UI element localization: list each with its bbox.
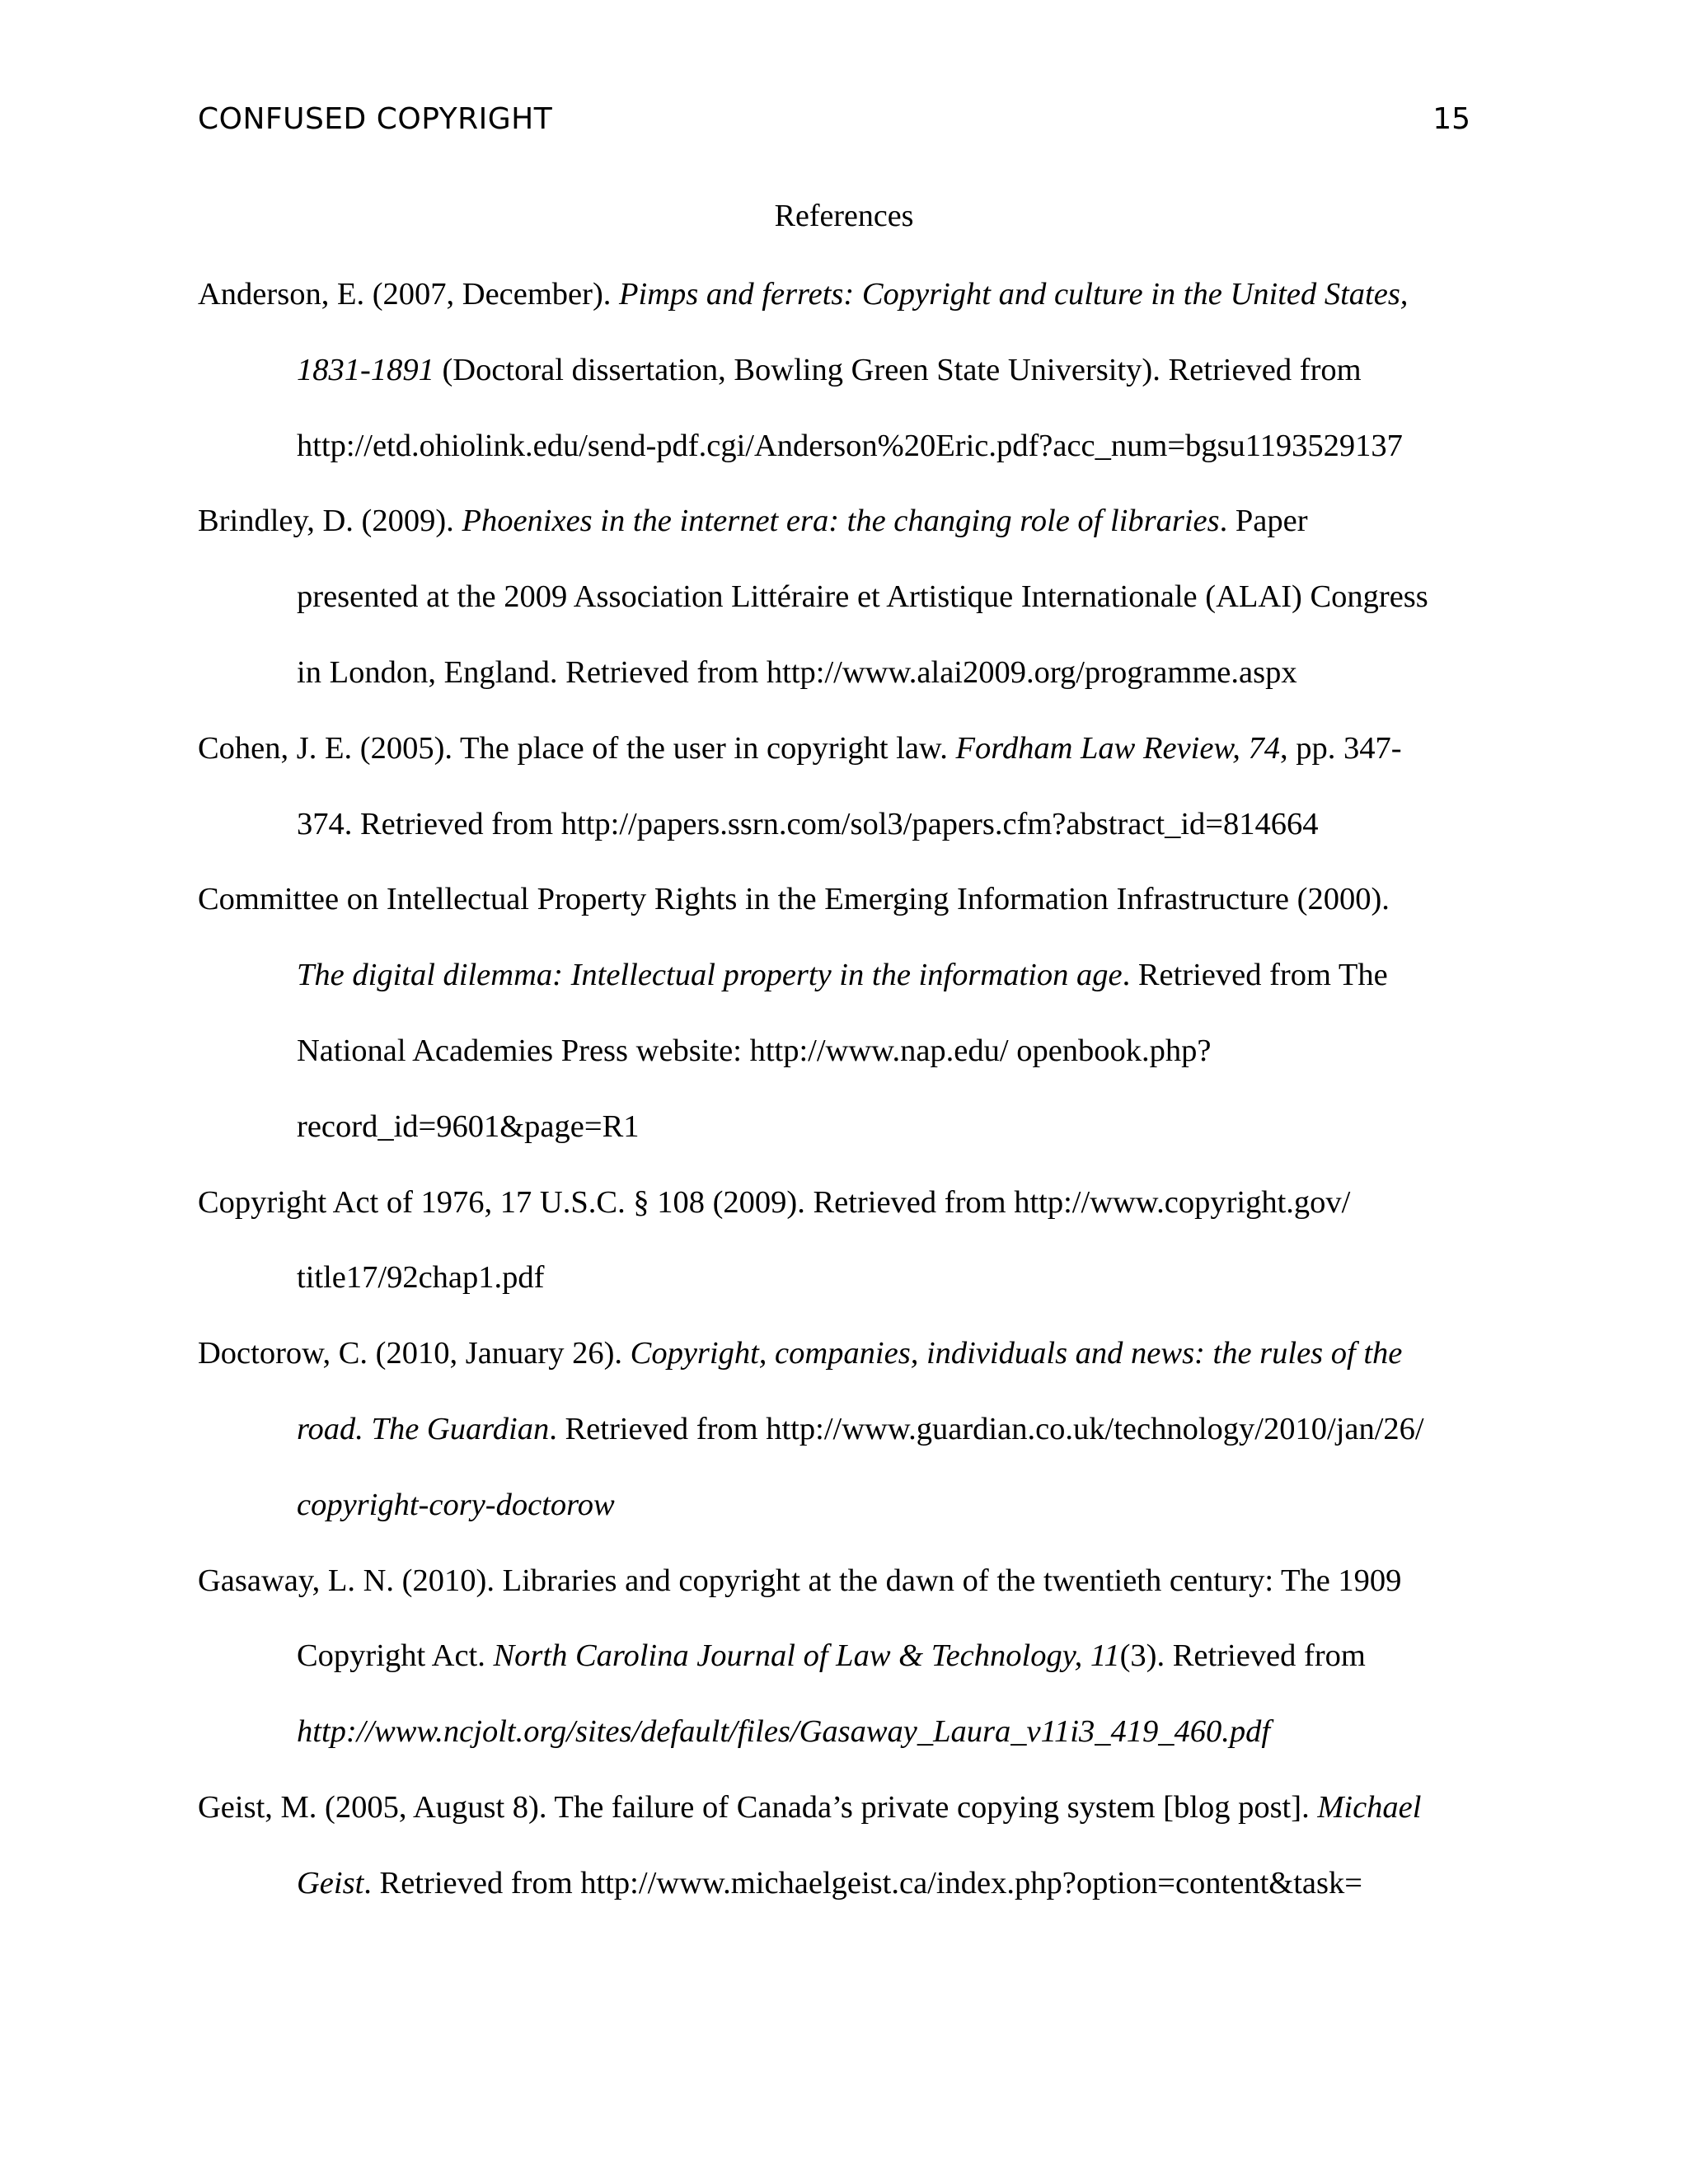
ref-text: . Paper [1219, 504, 1308, 539]
reference-anderson [198, 270, 1484, 497]
reference-line [198, 1329, 1484, 1405]
ref-text: Doctorow, C. (2010, January 26). [198, 1336, 631, 1371]
reference-gasaway [198, 1557, 1484, 1783]
ref-text: Cohen, J. E. (2005). The place of the user in copyright law. [198, 730, 956, 766]
reference-line: Copyright Act of 1976, 17 U.S.C. § 108 (2009). Retrieved from http://www.copyright.gov/ [198, 1184, 1351, 1220]
reference-line: copyright-cory-doctorow [297, 1487, 615, 1522]
reference-line: Committee on Intellectual Property Rights in the Emerging Information Infrastructure (2000). [198, 882, 1390, 917]
ref-text: Copyright Act. [297, 1638, 494, 1674]
reference-line [198, 1783, 1484, 1859]
ref-text: , pp. 347- [1280, 730, 1402, 766]
reference-line [198, 1632, 1484, 1708]
reference-line: in London, England. Retrieved from http://www.alai2009.org/programme.aspx [297, 654, 1297, 690]
ref-title: The digital dilemma: Intellectual property in the information age [297, 958, 1123, 993]
ref-text: . Retrieved from http://www.guardian.co.uk/technology/2010/jan/26/ [549, 1411, 1424, 1446]
reference-line [198, 1859, 1484, 1935]
references-heading: References [774, 199, 914, 233]
references-list [198, 270, 1484, 1935]
reference-committee [198, 875, 1484, 1178]
reference-doctorow [198, 1329, 1484, 1556]
reference-cohen [198, 724, 1484, 876]
reference-line [198, 951, 1484, 1027]
ref-title: 1831-1891 [297, 352, 434, 387]
reference-line [198, 270, 1484, 346]
reference-copyright-act [198, 1179, 1484, 1330]
ref-text: Brindley, D. (2009). [198, 504, 462, 539]
ref-text: . Retrieved from The [1122, 958, 1388, 993]
reference-url[interactable]: http://etd.ohiolink.edu/send-pdf.cgi/Anderson%20Eric.pdf?acc_num=bgsu1193529137 [297, 428, 1403, 463]
reference-line: 374. Retrieved from http://papers.ssrn.com/sol3/papers.cfm?abstract_id=814664 [297, 806, 1319, 841]
running-head: CONFUSED COPYRIGHT [198, 102, 553, 136]
reference-line: title17/92chap1.pdf [297, 1260, 545, 1296]
ref-title: Michael [1317, 1789, 1422, 1825]
ref-journal: Fordham Law Review, 74 [955, 730, 1281, 766]
ref-journal: North Carolina Journal of Law & Technology, 11 [493, 1638, 1120, 1674]
ref-text: Geist, M. (2005, August 8). The failure of Canada’s private copying system [blog post]. [198, 1789, 1318, 1825]
reference-line: record_id=9601&page=R1 [297, 1108, 640, 1144]
reference-geist [198, 1783, 1484, 1935]
ref-text: (Doctoral dissertation, Bowling Green State University). Retrieved from [434, 352, 1362, 387]
reference-brindley [198, 497, 1484, 724]
ref-text: (3). Retrieved from [1119, 1638, 1366, 1674]
reference-line: presented at the 2009 Association Littéraire et Artistique Internationale (ALAI) Congress [297, 579, 1428, 615]
reference-line: National Academies Press website: http://www.nap.edu/ openbook.php? [297, 1033, 1212, 1068]
ref-text: Anderson, E. (2007, December). [198, 277, 620, 312]
page-number: 15 [1432, 102, 1470, 136]
reference-line [198, 346, 1484, 422]
reference-line [198, 1405, 1484, 1481]
reference-line [198, 497, 1484, 573]
reference-line: Gasaway, L. N. (2010). Libraries and copyright at the dawn of the twentieth century: The 1909 [198, 1563, 1402, 1598]
ref-title: road. The Guardian [297, 1411, 550, 1446]
ref-title: Phoenixes in the internet era: the changing role of libraries [462, 504, 1220, 539]
ref-title: Geist [297, 1865, 364, 1900]
reference-url[interactable]: http://www.ncjolt.org/sites/default/files/Gasaway_Laura_v11i3_419_460.pdf [297, 1714, 1271, 1750]
ref-text: . Retrieved from http://www.michaelgeist.ca/index.php?option=content&task= [363, 1865, 1362, 1900]
ref-title: Pimps and ferrets: Copyright and culture in the United States, [619, 277, 1409, 312]
reference-line [198, 724, 1484, 800]
ref-title: Copyright, companies, individuals and news: the rules of the [630, 1336, 1403, 1371]
